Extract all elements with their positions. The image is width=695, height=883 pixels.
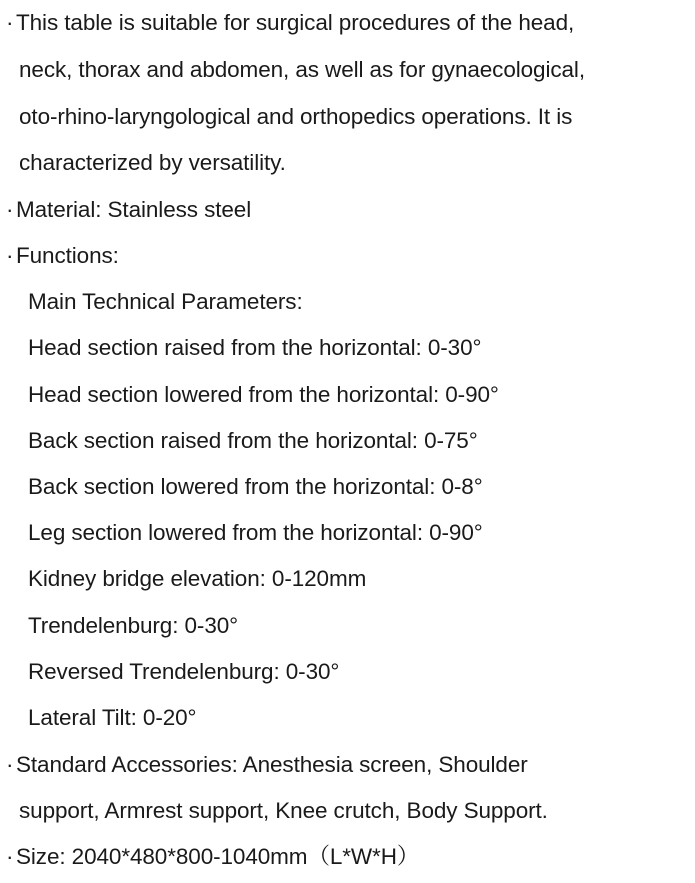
description-line-4: characterized by versatility. bbox=[19, 150, 286, 175]
description-line-2: neck, thorax and abdomen, as well as for gynaecological, bbox=[19, 57, 585, 82]
param-lateral-tilt: Lateral Tilt: 0-20° bbox=[28, 705, 197, 730]
param-kidney-bridge: Kidney bridge elevation: 0-120mm bbox=[28, 566, 367, 591]
material-line bbox=[6, 195, 251, 225]
bullet: · bbox=[6, 197, 14, 222]
functions-label: Functions: bbox=[16, 243, 119, 268]
param-reversed-trendelenburg: Reversed Trendelenburg: 0-30° bbox=[28, 659, 340, 684]
accessories-line-1 bbox=[6, 750, 528, 780]
bullet: · bbox=[6, 10, 14, 35]
param-head-lowered: Head section lowered from the horizontal: 0-90° bbox=[28, 382, 499, 407]
param-back-raised: Back section raised from the horizontal: 0-75° bbox=[28, 428, 478, 453]
param-back-lowered: Back section lowered from the horizontal: 0-8° bbox=[28, 474, 483, 499]
param-head-raised: Head section raised from the horizontal: 0-30° bbox=[28, 335, 482, 360]
accessories-text-1: Standard Accessories: Anesthesia screen, Shoulder bbox=[16, 752, 528, 777]
material-text: Material: Stainless steel bbox=[16, 197, 252, 222]
bullet: · bbox=[6, 243, 14, 268]
accessories-line-2: support, Armrest support, Knee crutch, Body Support. bbox=[19, 798, 548, 823]
description-line-1 bbox=[6, 8, 574, 38]
bullet: · bbox=[6, 752, 14, 777]
functions-label-line bbox=[6, 241, 119, 271]
description-line-3: oto-rhino-laryngological and orthopedics operations. It is bbox=[19, 104, 573, 129]
param-trendelenburg: Trendelenburg: 0-30° bbox=[28, 613, 239, 638]
size-text: Size: 2040*480*800-1040mm（L*W*H） bbox=[16, 844, 420, 869]
description-text-1: This table is suitable for surgical procedures of the head, bbox=[16, 10, 575, 35]
param-leg-lowered: Leg section lowered from the horizontal: 0-90° bbox=[28, 520, 483, 545]
bullet: · bbox=[6, 844, 14, 869]
parameters-heading: Main Technical Parameters: bbox=[28, 289, 303, 314]
size-line bbox=[6, 842, 419, 872]
